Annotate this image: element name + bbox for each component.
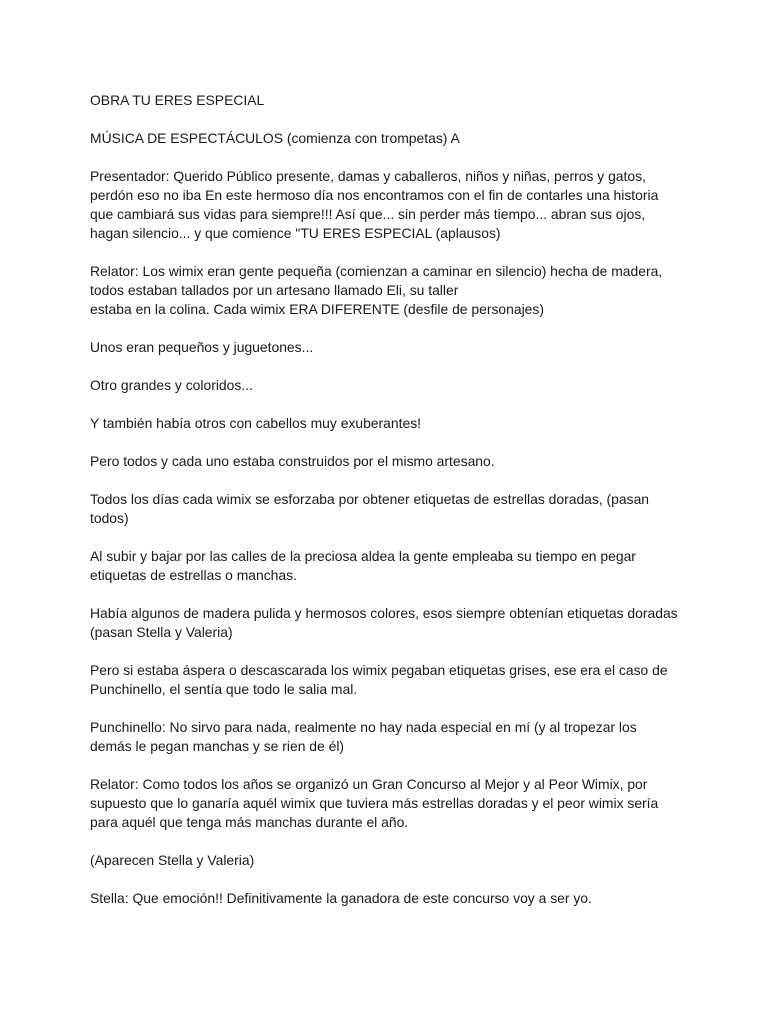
text-line: para aquél que tenga más manchas durante el año. <box>90 814 409 830</box>
narrator-paragraph <box>90 775 680 832</box>
text-line: perdón eso no iba En este hermoso día nos encontramos con el fin de contarles una historia <box>90 187 659 203</box>
text-line: Pero todos y cada uno estaba construidos por el mismo artesano. <box>90 453 495 469</box>
text-line: Había algunos de madera pulida y hermosos colores, esos siempre obtenían etiquetas doradas <box>90 605 678 621</box>
document-title <box>90 91 680 110</box>
text-line: estaba en la colina. Cada wimix ERA DIFERENTE (desfile de personajes) <box>90 301 544 317</box>
text-line: Otro grandes y coloridos... <box>90 377 253 393</box>
text-line: MÚSICA DE ESPECTÁCULOS (comienza con trompetas) A <box>90 130 460 146</box>
text-line: Y también había otros con cabellos muy exuberantes! <box>90 415 422 431</box>
document-body <box>90 91 680 927</box>
paragraph <box>90 414 680 433</box>
paragraph <box>90 338 680 357</box>
text-line: todos estaban tallados por un artesano llamado Eli, su taller <box>90 282 459 298</box>
paragraph <box>90 376 680 395</box>
paragraph <box>90 547 680 585</box>
paragraph <box>90 604 680 642</box>
narrator-paragraph <box>90 262 680 319</box>
text-line: Punchinello, el sentía que todo le salia mal. <box>90 681 358 697</box>
text-line: demás le pegan manchas y se rien de él) <box>90 738 345 754</box>
text-line: Punchinello: No sirvo para nada, realmente no hay nada especial en mí (y al tropezar los <box>90 719 637 735</box>
paragraph <box>90 661 680 699</box>
stage-direction <box>90 851 680 870</box>
punchinello-paragraph <box>90 718 680 756</box>
text-line: Stella: Que emoción!! Definitivamente la ganadora de este concurso voy a ser yo. <box>90 890 592 906</box>
text-line: Al subir y bajar por las calles de la preciosa aldea la gente empleaba su tiempo en pegar <box>90 548 636 564</box>
presenter-paragraph <box>90 167 680 243</box>
text-line: supuesto que lo ganaría aquél wimix que tuviera más estrellas doradas y el peor wimix sería <box>90 795 659 811</box>
text-line: OBRA TU ERES ESPECIAL <box>90 92 265 108</box>
text-line: todos) <box>90 510 129 526</box>
text-line: que cambiará sus vidas para siempre!!! Así que... sin perder más tiempo... abran sus ojos, <box>90 206 646 222</box>
text-line: Pero si estaba áspera o descascarada los wimix pegaban etiquetas grises, ese era el caso de <box>90 662 668 678</box>
stella-paragraph <box>90 889 680 908</box>
text-line: Relator: Los wimix eran gente pequeña (comienzan a caminar en silencio) hecha de madera, <box>90 263 663 279</box>
text-line: Relator: Como todos los años se organizó un Gran Concurso al Mejor y al Peor Wimix, por <box>90 776 648 792</box>
text-line: (pasan Stella y Valeria) <box>90 624 233 640</box>
text-line: etiquetas de estrellas o manchas. <box>90 567 297 583</box>
text-line: hagan silencio... y que comience "TU ERES ESPECIAL (aplausos) <box>90 225 501 241</box>
text-line: (Aparecen Stella y Valeria) <box>90 852 255 868</box>
paragraph <box>90 490 680 528</box>
music-cue <box>90 129 680 148</box>
text-line: Presentador: Querido Público presente, damas y caballeros, niños y niñas, perros y gatos, <box>90 168 646 184</box>
text-line: Unos eran pequeños y juguetones... <box>90 339 314 355</box>
paragraph <box>90 452 680 471</box>
text-line: Todos los días cada wimix se esforzaba por obtener etiquetas de estrellas doradas, (pasan <box>90 491 650 507</box>
